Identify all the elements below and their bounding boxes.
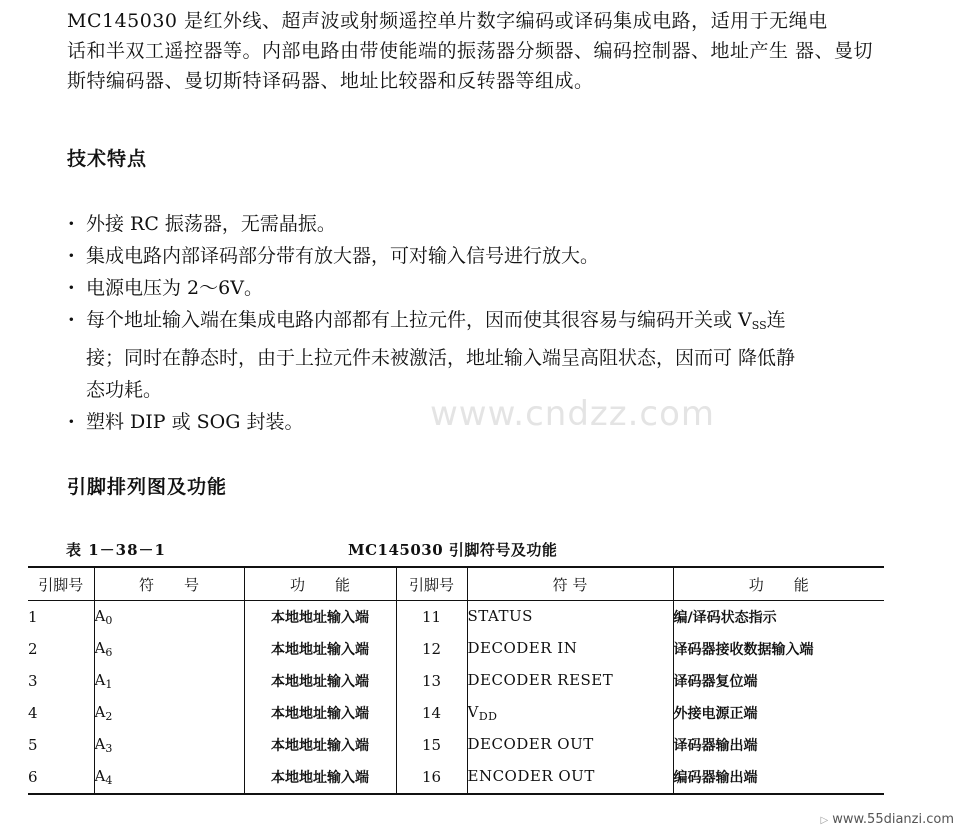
function-cell: 编/译码状态指示	[673, 601, 884, 634]
function-cell: 外接电源正端	[673, 697, 884, 729]
play-icon: ▷	[820, 815, 829, 826]
feature-line: 态功耗。	[86, 379, 163, 401]
header-pin-number: 引脚号	[28, 567, 94, 601]
pin-section-heading: 引脚排列图及功能	[67, 476, 228, 498]
pin-number-cell: 15	[396, 729, 467, 761]
table-row	[28, 761, 884, 794]
symbol-cell: $V_{DD}$	[467, 697, 673, 729]
pin-number-cell: 1	[28, 608, 38, 626]
pin-table	[28, 566, 884, 795]
watermark: www.cndzz.com	[430, 394, 716, 434]
feature-item: · 电源电压为 2～6V。	[66, 272, 896, 304]
header-pin-number-2: 引脚号	[396, 567, 467, 601]
pin-number-cell: 3	[28, 672, 38, 690]
function-cell: 译码器接收数据输入端	[673, 633, 884, 665]
header-symbol: 符 号	[94, 567, 244, 601]
header-function-2: 功 能	[673, 567, 884, 601]
function-cell: 本地地址输入端	[244, 729, 396, 761]
tech-features-heading: 技术特点	[67, 148, 148, 170]
table-row	[28, 729, 884, 761]
feature-line: · 每个地址输入端在集成电路内部都有上拉元件，因而使其很容易与编码开关或 $V_{SS}$连	[86, 309, 786, 332]
function-cell: 编码器输出端	[673, 761, 884, 794]
function-cell: 本地地址输入端	[244, 665, 396, 697]
intro-paragraph	[67, 6, 893, 96]
symbol-cell: $A_0$	[94, 601, 244, 634]
pin-number-cell: 16	[396, 761, 467, 794]
symbol-cell: ENCODER OUT	[467, 761, 673, 794]
symbol-cell: $A_2$	[94, 697, 244, 729]
function-cell: 本地地址输入端	[244, 761, 396, 794]
table-row	[28, 697, 884, 729]
function-cell: 本地地址输入端	[244, 601, 396, 634]
header-symbol-2: 符 号	[467, 567, 673, 601]
feature-item	[66, 304, 896, 406]
pin-number-cell: 5	[28, 736, 38, 754]
feature-item: · 外接 RC 振荡器，无需晶振。	[66, 208, 896, 240]
symbol-cell: $A_1$	[94, 665, 244, 697]
table-row	[28, 633, 884, 665]
header-function: 功 能	[244, 567, 396, 601]
symbol-cell: STATUS	[467, 601, 673, 634]
function-cell: 译码器输出端	[673, 729, 884, 761]
symbol-cell: $A_6$	[94, 633, 244, 665]
pin-number-cell: 4	[28, 704, 38, 722]
pin-number-cell: 14	[396, 697, 467, 729]
pin-number-cell: 6	[28, 761, 94, 794]
table-title: MC145030 引脚符号及功能	[348, 541, 558, 559]
pin-number-cell: 13	[396, 665, 467, 697]
feature-item: · 集成电路内部译码部分带有放大器，可对输入信号进行放大。	[66, 240, 896, 272]
pin-number-cell: 12	[396, 633, 467, 665]
symbol-cell: DECODER IN	[467, 633, 673, 665]
table-row	[28, 665, 884, 697]
table-label: 表 1－38－1	[66, 541, 166, 559]
symbol-cell: DECODER OUT	[467, 729, 673, 761]
intro-line: 话和半双工遥控器等。内部电路由带使能端的振荡器分频器、编码控制器、地址产生 器、曼切	[67, 40, 874, 62]
symbol-cell: $A_4$	[94, 761, 244, 794]
symbol-cell: $A_3$	[94, 729, 244, 761]
pin-number-cell: 11	[396, 601, 467, 634]
function-cell: 本地地址输入端	[244, 633, 396, 665]
table-row	[28, 601, 884, 634]
function-cell: 译码器复位端	[673, 665, 884, 697]
function-cell: 本地地址输入端	[244, 697, 396, 729]
symbol-cell: DECODER RESET	[467, 665, 673, 697]
feature-item: · 塑料 DIP 或 SOG 封装。	[66, 406, 896, 438]
intro-line: 斯特编码器、曼切斯特译码器、地址比较器和反转器等组成。	[67, 70, 594, 92]
intro-line: MC145030 是红外线、超声波或射频遥控单片数字编码或译码集成电路，适用于无绳电	[67, 10, 828, 32]
site-watermark: ▷ www.55dianzi.com	[820, 812, 954, 827]
pin-number-cell: 2	[28, 640, 38, 658]
feature-line: 接；同时在静态时，由于上拉元件未被激活，地址输入端呈高阻状态，因而可 降低静	[86, 347, 796, 369]
